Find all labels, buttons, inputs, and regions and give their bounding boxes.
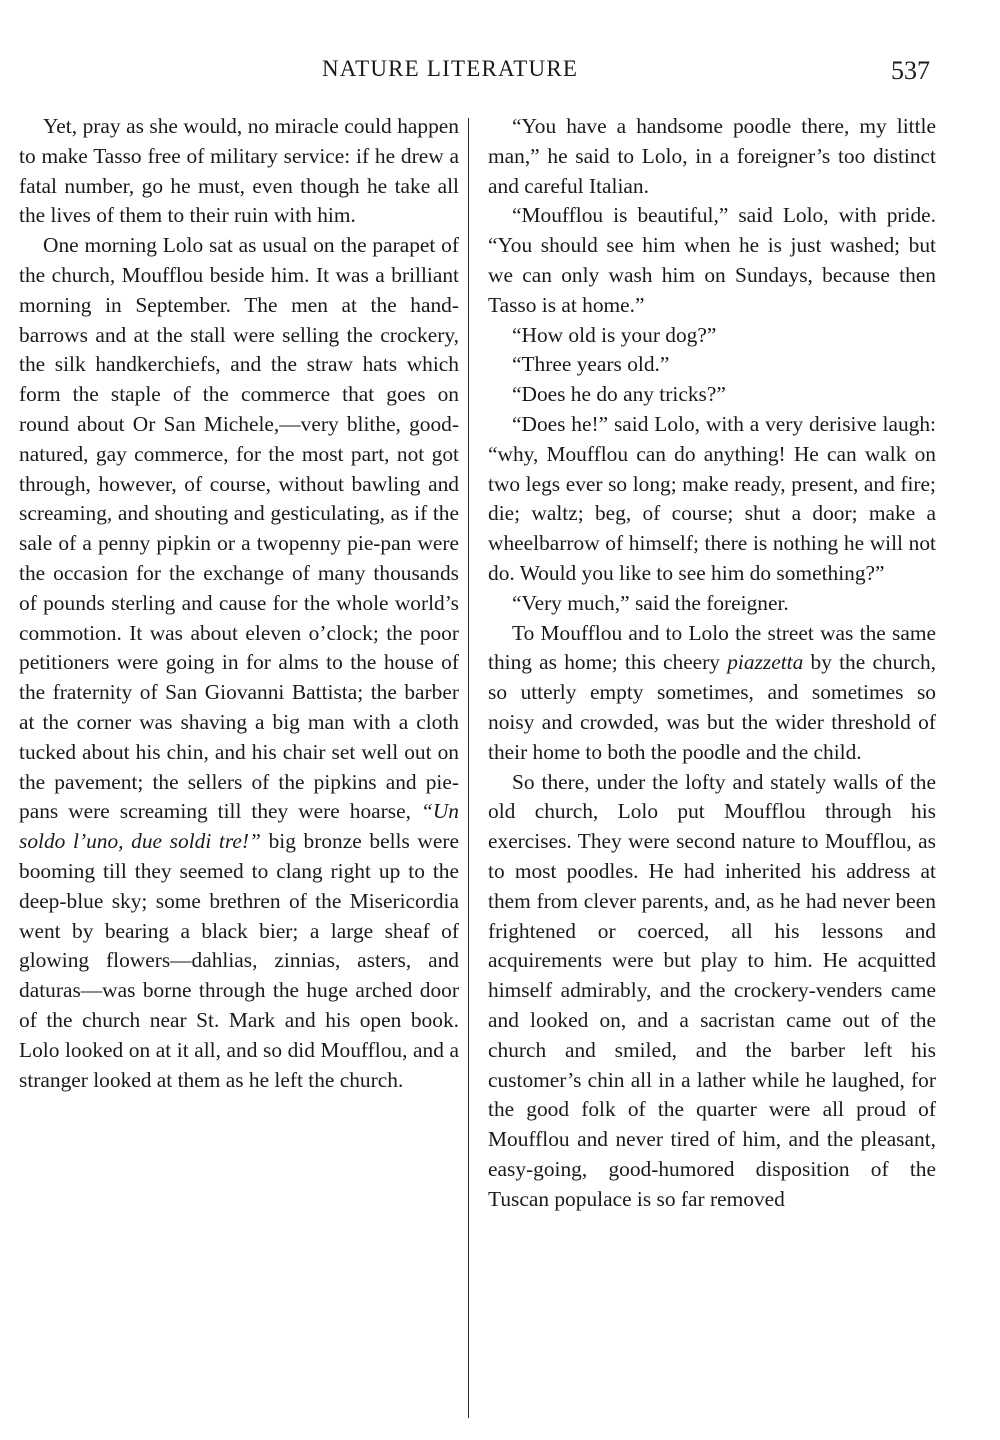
paragraph-text: big bronze bells were booming till they seemed to clang right up to the deep-blue sky; some brethren of the Misericordia went by bearing a black bier; a large sheaf of glowing flowers—dahlias, zinnias, asters, and daturas—was borne through the huge arched door of the church near St. Mark and his open book. Lolo looked on at it all, and so did Moufflou, and a stranger looked at them as he left the church. [19,829,459,1092]
page-number: 537 [891,56,930,85]
paragraph [488,619,936,768]
paragraph: “Very much,” said the foreigner. [512,590,789,615]
paragraph-text: To Moufflou and to Lolo the street was the same thing as home; this cheery [488,620,936,675]
column-divider [468,118,469,1418]
paragraph: “Does he!” said Lolo, with a very derisive laugh: “why, Moufflou can do anything! He can walk on two legs ever so long; make ready, present, and fire; die; waltz; beg, of course; shut a door; make a wheelbarrow of himself; there is nothing he will not do. Would you like to see him do something?” [488,411,936,585]
paragraph: “Does he do any tricks?” [512,382,726,407]
paragraph: “Three years old.” [512,352,670,377]
right-column [488,112,936,1214]
paragraph: “Moufflou is beautiful,” said Lolo, with pride. “You should see him when he is just washed; but we can only wash him on Sundays, because then Tasso is at home.” [488,203,936,317]
paragraph [19,231,459,1095]
left-column [19,112,459,1095]
paragraph: So there, under the lofty and stately walls of the old church, Lolo put Moufflou through his exercises. They were second nature to Moufflou, as to most poodles. He had inherited his address at them from clever parents, and, as he had never been frightened or coerced, all his lessons and acquirements were but play to him. He acquitted himself admirably, and the crockery-venders came and looked on, and a sacristan came out of the church and smiled, and the barber left his customer’s chin all in a lather while he laughed, for the good folk of the quarter were all proud of Moufflou and never tired of him, and the pleasant, easy-going, good-humored disposition of the Tuscan populace is so far removed [488,769,936,1211]
paragraph-text: One morning Lolo sat as usual on the parapet of the church, Moufflou beside him. It was a brilliant morning in September. The men at the hand-barrows and at the stall were selling the crockery, the silk handkerchiefs, and the straw hats which form the staple of the commerce that goes on round about Or San Michele,—very blithe, good-natured, gay commerce, for the most part, not got through, however, of course, without bawling and screaming, and shouting and gesticulating, as if the sale of a penny pipkin or a twopenny pie-pan were the occasion for the exchange of many thousands of pounds sterling and cause for the whole world’s commotion. It was about eleven o’clock; the poor petitioners were going in for alms to the house of the fraternity of San Giovanni Battista; the barber at the corner was shaving a big man with a cloth tucked about his chin, and his chair set well out on the pavement; the sellers of the pipkins and pie-pans were screaming till they were hoarse, [19,233,459,824]
paragraph: “How old is your dog?” [512,322,717,347]
paragraph: “You have a handsome poodle there, my little man,” he said to Lolo, in a foreigner’s too distinct and careful Italian. [488,114,936,198]
running-head [0,52,1000,92]
running-title: NATURE LITERATURE [322,56,579,81]
italic-word: piazzetta [727,650,804,675]
italic-quote: “Un soldo l’uno, due soldi tre!” [19,799,459,854]
paragraph: Yet, pray as she would, no miracle could happen to make Tasso free of military service: if he drew a fatal number, go he must, even though he take all the lives of them to their ruin with him. [19,114,459,228]
paragraph-text: by the church, so utterly empty sometimes, and sometimes so noisy and crowded, was but the wider threshold of their home to both the poodle and the child. [488,650,936,764]
